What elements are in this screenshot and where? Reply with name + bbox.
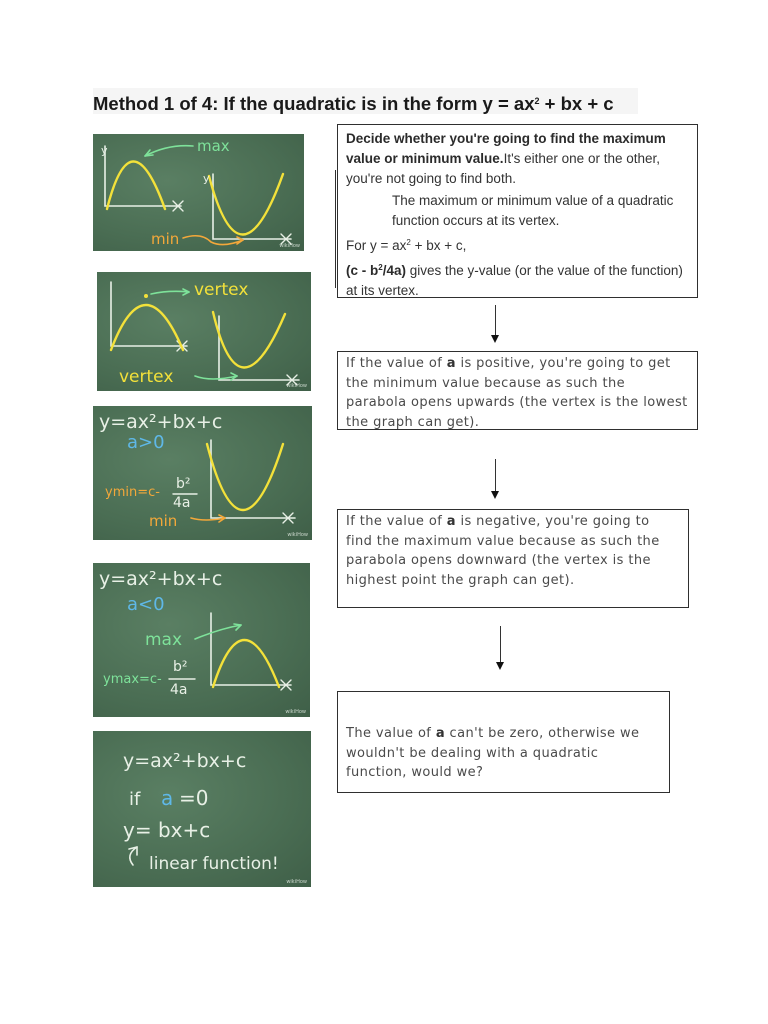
equals-zero: =0 <box>179 786 209 810</box>
box1-para1: Decide whether you're going to find the maximum value or minimum value.It's either one or the other, you're not going to find both. <box>346 131 666 186</box>
vertex-label-top: vertex <box>194 280 249 300</box>
box1-para2: The maximum or minimum value of a quadratic function occurs at its vertex. <box>392 193 674 228</box>
chalkboard-image-vertex <box>97 272 311 391</box>
zero-a-box: The value of a can't be zero, otherwise we wouldn't be dealing with a quadratic function, would we? <box>337 691 670 793</box>
flow-arrow <box>496 626 505 670</box>
equation: y=ax²+bx+c <box>99 568 223 590</box>
axis-label: y <box>203 172 210 185</box>
box1-para4: $(c - b^2/4a)$ gives the y-value (or the value of the function) at its vertex. <box>346 263 683 298</box>
max-label: max <box>145 630 183 650</box>
denominator: 4a <box>173 495 191 511</box>
max-label: max <box>197 137 230 155</box>
ymax-formula: ymax=c- <box>103 672 162 687</box>
flow-arrow <box>491 305 500 343</box>
vertex-label-bottom: vertex <box>119 367 174 387</box>
ymin-formula: ymin=c- <box>105 485 160 500</box>
a-variable: a <box>161 786 174 810</box>
equation: y=ax²+bx+c <box>99 411 223 433</box>
axis-label: y <box>101 144 108 157</box>
watermark: wikiHow <box>286 879 307 885</box>
numerator: b² <box>176 476 191 492</box>
chalkboard-image-a-negative <box>93 563 310 717</box>
box-left-rule <box>335 170 336 288</box>
page-heading: Method 1 of 4: If the quadratic is in the form $y = ax^2$ + bx + c <box>93 88 638 114</box>
negative-a-box: If the value of a is negative, you're going to find the maximum value because as such the parabola opens downward (the vertex is the highest point the graph can get). <box>337 509 689 608</box>
watermark: wikiHow <box>285 709 306 715</box>
watermark: wikiHow <box>279 243 300 249</box>
box1-para3: For $y = ax^2$ + bx + c, <box>346 238 467 253</box>
condition: a>0 <box>127 432 165 453</box>
flow-arrow <box>491 459 500 499</box>
vertex-explanation-box <box>337 124 698 298</box>
watermark: wikiHow <box>287 532 308 538</box>
linear-function-label: linear function! <box>149 854 279 874</box>
condition: a<0 <box>127 594 165 615</box>
min-label: min <box>151 230 180 248</box>
chalkboard-image-a-positive <box>93 406 312 540</box>
denominator: 4a <box>170 682 188 698</box>
linear-equation: y= bx+c <box>123 818 211 842</box>
chalkboard-image-a-zero <box>93 731 311 887</box>
if-label: if <box>129 789 141 810</box>
chalkboard-image-max-min <box>93 134 304 251</box>
numerator: b² <box>173 659 188 675</box>
positive-a-box: If the value of a is positive, you're going to get the minimum value because as such the parabola opens upwards (the vertex is the lowest the graph can get). <box>337 351 698 430</box>
equation: y=ax²+bx+c <box>123 750 247 772</box>
min-label: min <box>149 512 178 530</box>
watermark: wikiHow <box>286 383 307 389</box>
